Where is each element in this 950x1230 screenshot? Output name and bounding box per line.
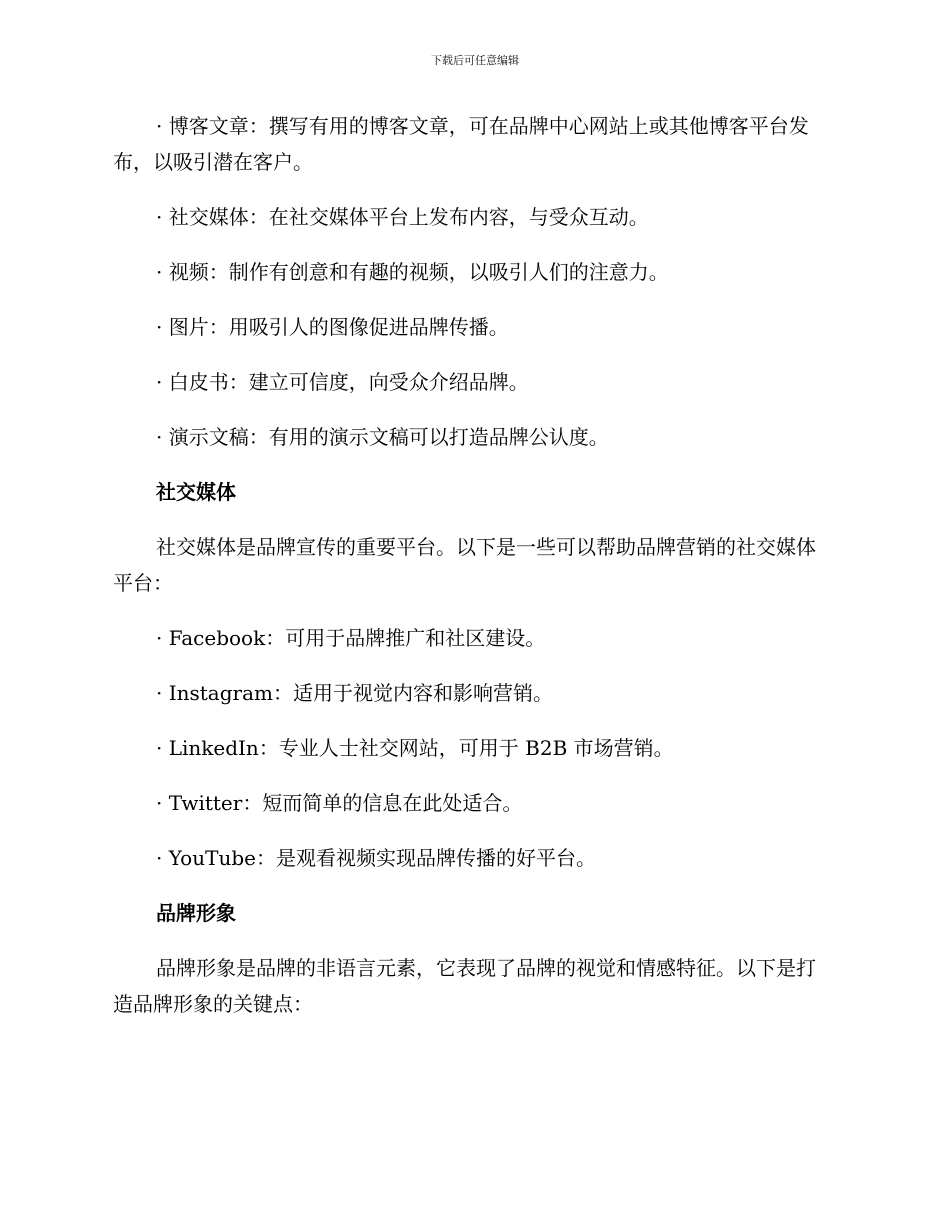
bullet-youtube: · YouTube：是观看视频实现品牌传播的好平台。 — [156, 846, 596, 870]
bullet-twitter: · Twitter：短而简单的信息在此处适合。 — [156, 791, 523, 815]
bullet-presentations: · 演示文稿：有用的演示文稿可以打造品牌公认度。 — [156, 425, 609, 449]
bullet-video: · 视频：制作有创意和有趣的视频，以吸引人们的注意力。 — [156, 260, 669, 284]
section-heading-brand-image: 品牌形象 — [156, 901, 236, 925]
paragraph-social-media: 社交媒体是品牌宣传的重要平台。以下是一些可以帮助品牌营销的社交媒体平台： — [113, 535, 816, 595]
bullet-blog-articles: · 博客文章：撰写有用的博客文章，可在品牌中心网站上或其他博客平台发布，以吸引潜在客户。 — [113, 114, 809, 174]
bullet-images: · 图片：用吸引人的图像促进品牌传播。 — [156, 315, 509, 339]
page-header: 下载后可任意编辑 — [431, 54, 519, 67]
section-heading-social-media: 社交媒体 — [156, 480, 236, 504]
page-content — [113, 108, 833, 1041]
paragraph-brand-image: 品牌形象是品牌的非语言元素，它表现了品牌的视觉和情感特征。以下是打造品牌形象的关键点： — [113, 956, 816, 1016]
bullet-instagram: · Instagram：适用于视觉内容和影响营销。 — [156, 681, 553, 705]
bullet-social-media: · 社交媒体：在社交媒体平台上发布内容，与受众互动。 — [156, 205, 649, 229]
bullet-white-papers: · 白皮书：建立可信度，向受众介绍品牌。 — [156, 370, 529, 394]
bullet-facebook: · Facebook：可用于品牌推广和社区建设。 — [156, 626, 546, 650]
bullet-linkedin: · LinkedIn：专业人士社交网站，可用于 B2B 市场营销。 — [156, 736, 674, 760]
